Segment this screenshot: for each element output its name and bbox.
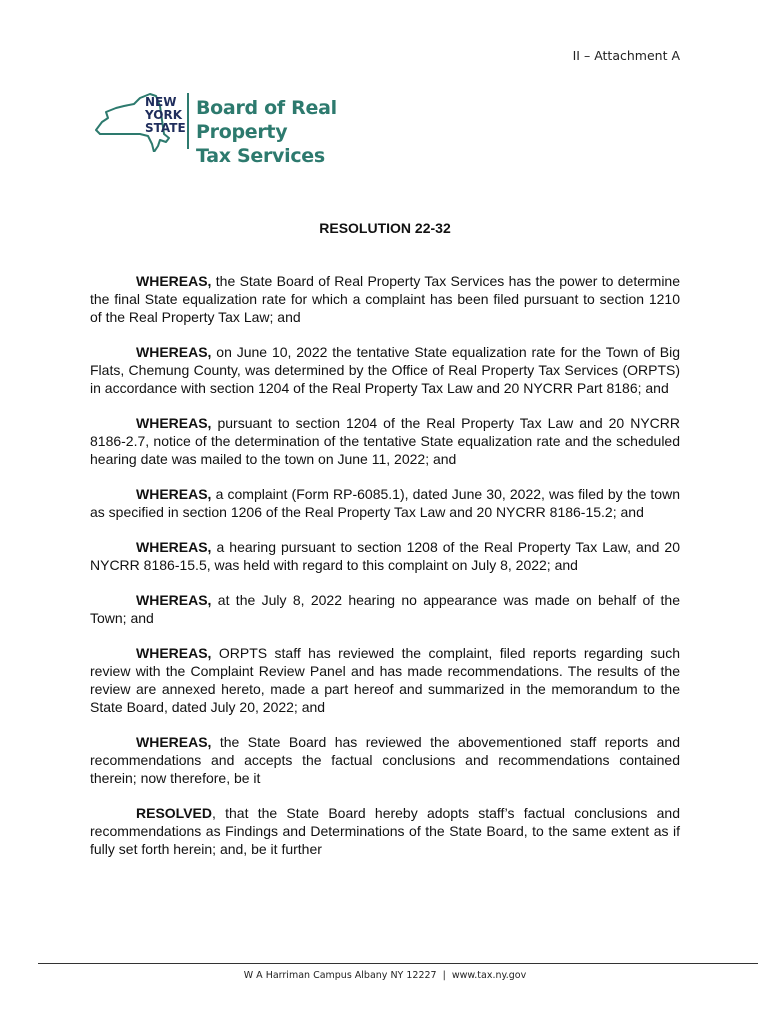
paragraph-lead: WHEREAS, — [136, 734, 212, 750]
footer-address: W A Harriman Campus Albany NY 12227 — [243, 970, 437, 981]
paragraph-text: the State Board has reviewed the abovementioned staff reports and recommendations and accepts the factual conclusions and recommendations contained therein; now therefore, be it — [90, 734, 680, 786]
paragraph-lead: WHEREAS, — [136, 273, 212, 289]
nys-board-logo — [90, 90, 420, 167]
agency-name — [196, 96, 420, 168]
state-word-1: NEW — [145, 95, 177, 109]
paragraph-lead: RESOLVED — [136, 805, 212, 821]
agency-name-line-1: Board of Real Property — [196, 97, 337, 143]
paragraph-lead: WHEREAS, — [136, 344, 212, 360]
paragraph-lead: WHEREAS, — [136, 486, 212, 502]
whereas-paragraph-7 — [90, 644, 680, 716]
footer-website-link[interactable]: www.tax.ny.gov — [451, 970, 527, 981]
whereas-paragraph-2 — [90, 343, 680, 397]
paragraph-text: at the July 8, 2022 hearing no appearance was made on behalf of the Town; and — [90, 592, 680, 626]
whereas-paragraph-4 — [90, 485, 680, 521]
paragraph-lead: WHEREAS, — [136, 592, 212, 608]
paragraph-lead: WHEREAS, — [136, 539, 212, 555]
paragraph-text: pursuant to section 1204 of the Real Property Tax Law and 20 NYCRR 8186-2.7, notice of the determination of the tentative State equalization rate and the scheduled hearing date was mailed to the town on June 11, 2022; and — [90, 415, 680, 467]
paragraph-lead: WHEREAS, — [136, 645, 212, 661]
resolution-body — [90, 272, 680, 875]
state-word-2: YORK — [145, 108, 183, 122]
paragraph-lead: WHEREAS, — [136, 415, 212, 431]
resolved-paragraph — [90, 804, 680, 858]
new-york-state-wordmark — [145, 96, 186, 135]
whereas-paragraph-5 — [90, 538, 680, 574]
page-footer — [0, 970, 770, 981]
agency-name-line-2: Tax Services — [196, 145, 325, 167]
resolution-title: RESOLUTION 22-32 — [319, 220, 451, 236]
paragraph-text: a complaint (Form RP-6085.1), dated June 30, 2022, was filed by the town as specified in section 1206 of the Real Property Tax Law and 20 NYCRR 8186-15.2; and — [90, 486, 680, 520]
paragraph-text: the State Board of Real Property Tax Services has the power to determine the final State equalization rate for which a complaint has been filed pursuant to section 1210 of the Real Property Tax Law; and — [90, 273, 680, 325]
whereas-paragraph-3 — [90, 414, 680, 468]
state-word-3: STATE — [145, 121, 186, 135]
logo-divider — [187, 93, 189, 149]
whereas-paragraph-6 — [90, 591, 680, 627]
footer-rule — [38, 963, 758, 964]
whereas-paragraph-1 — [90, 272, 680, 326]
whereas-paragraph-8 — [90, 733, 680, 787]
paragraph-text: ORPTS staff has reviewed the complaint, filed reports regarding such review with the Complaint Review Panel and has made recommendations. The results of the review are annexed hereto, made a part hereof and summarized in the memorandum to the State Board, dated July 20, 2022; and — [90, 645, 680, 715]
paragraph-text: , that the State Board hereby adopts staff’s factual conclusions and recommendations as Findings and Determinations of the State Board, to the same extent as if fully set forth herein; and, be it further — [90, 805, 680, 857]
footer-separator: | — [442, 970, 446, 981]
paragraph-text: a hearing pursuant to section 1208 of the Real Property Tax Law, and 20 NYCRR 8186-15.5, was held with regard to this complaint on July 8, 2022; and — [90, 539, 680, 573]
paragraph-text: on June 10, 2022 the tentative State equalization rate for the Town of Big Flats, Chemung County, was determined by the Office of Real Property Tax Services (ORPTS) in accordance with section 1204 of the Real Property Tax Law and 20 NYCRR Part 8186; and — [90, 344, 680, 396]
attachment-label: II – Attachment A — [572, 48, 680, 63]
